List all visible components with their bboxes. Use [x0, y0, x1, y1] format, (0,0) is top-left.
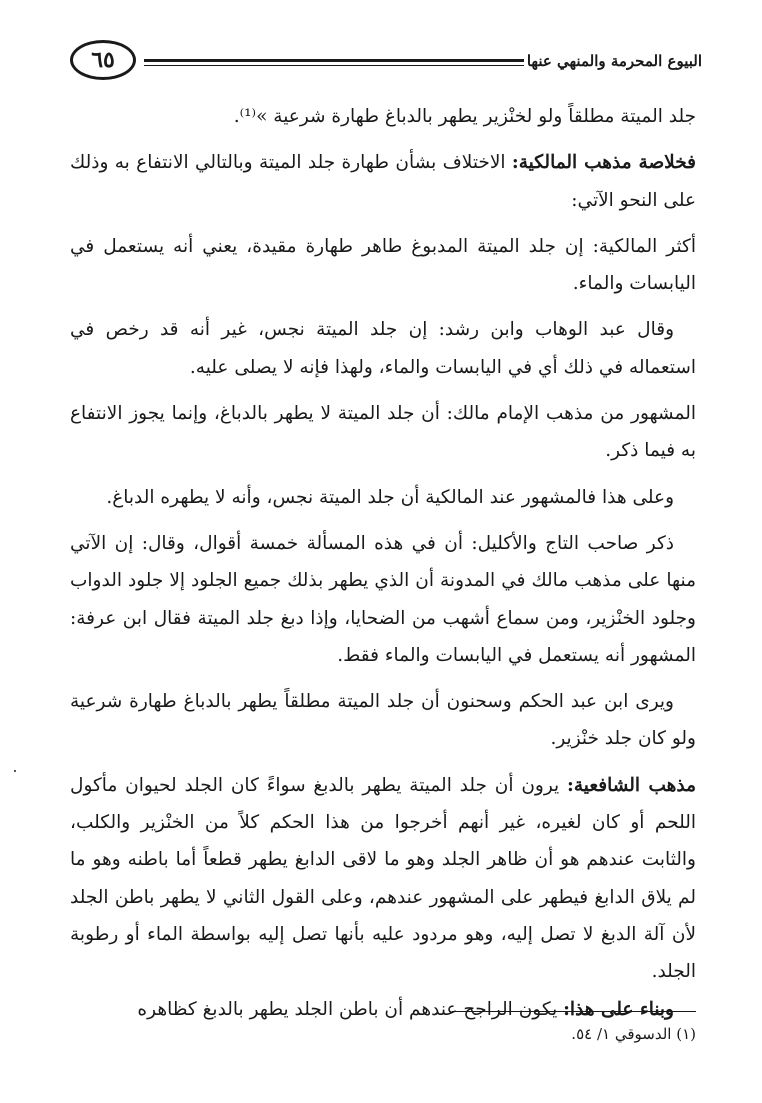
paragraph [70, 525, 696, 674]
paragraph-text: يكون الراجح عندهم أن باطن الجلد يطهر بالدبغ كظاهره [137, 998, 564, 1020]
paragraph [70, 767, 696, 991]
footnote-separator [452, 1011, 696, 1012]
footnote: (١) الدسوقي ١/ ٥٤. [571, 1025, 696, 1043]
paragraph-text: أكثر المالكية: إن جلد الميتة المدبوغ طاهر طهارة مقيدة، يعني أنه يستعمل في اليابسات والماء. [70, 235, 696, 295]
paragraph-text: يرون أن جلد الميتة يطهر بالدبغ سواءً كان الجلد لحيوان مأكول اللحم أو كان لغيره، غير أنهم أخرجوا من هذا الحكم كلاً من الخنْزير والكلب، والثابت عندهم هو أن ظاهر الجلد وهو ما لاقى الدابغ يطهر قطعاً أما باطنه وهو ما لم يلاق الدابغ فيطهر على المشهور عندهم، وعلى القول الثاني لا يطهر باطن الجلد لأن آلة الدبغ لا تصل إليه، وهو مردود عليه بأنها تصل إليه بواسطة الماء أو رطوبة الجلد. [70, 774, 696, 983]
paragraph-text: وقال عبد الوهاب وابن رشد: إن جلد الميتة نجس، غير أنه قد رخص في استعماله في ذلك أي في اليابسات والماء، ولهذا فإنه لا يصلى عليه. [70, 319, 696, 378]
paragraph-text: الاختلاف بشأن طهارة جلد الميتة وبالتالي الانتفاع به وذلك على النحو الآتي: [70, 152, 696, 211]
margin-mark [14, 770, 16, 772]
paragraph [70, 311, 696, 386]
paragraph-text: المشهور من مذهب الإمام مالك: أن جلد الميتة لا يطهر بالدباغ، وإنما يجوز الانتفاع به فيما ذكر. [70, 403, 696, 462]
paragraph-text: وعلى هذا فالمشهور عند المالكية أن جلد الميتة نجس، وأنه لا يطهره الدباغ. [106, 486, 674, 508]
running-title: البيوع المحرمة والمنهي عنها [526, 52, 702, 70]
paragraph [70, 144, 696, 219]
paragraph-lead: فخلاصة مذهب المالكية: [511, 152, 697, 174]
page-header [70, 38, 702, 84]
paragraph [70, 991, 696, 1028]
header-rule-thin [144, 65, 524, 66]
paragraph-text: ويرى ابن عبد الحكم وسحنون أن جلد الميتة مطلقاً يطهر بالدباغ طهارة شرعية ولو كان جلد خنْزير. [70, 691, 696, 750]
paragraph [70, 683, 696, 758]
page-number: ٦٥ [70, 40, 136, 80]
paragraph-text: ذكر صاحب التاج والأكليل: أن في هذه المسألة خمسة أقوال، وقال: إن الآتي منها على مذهب مالك في المدونة أن الذي يطهر بذلك جميع الجلود إلا جلود الدواب وجلود الخنْزير، ومن سماع أشهب من الضحايا، وإذا دبغ جلد الميتة فقال ابن عرفة: المشهور أنه يستعمل في اليابسات والماء فقط. [70, 532, 696, 666]
paragraph [70, 395, 696, 470]
main-text [70, 98, 696, 1028]
paragraph-lead: وبناء على هذا: [563, 998, 674, 1020]
header-rule [144, 59, 524, 62]
paragraph-lead: مذهب الشافعية: [567, 774, 696, 796]
paragraph [70, 98, 696, 135]
paragraph-text: جلد الميتة مطلقاً ولو لخنْزير يطهر بالدباغ طهارة شرعية »⁽¹⁾. [233, 106, 696, 127]
paragraph [70, 228, 696, 303]
paragraph [70, 479, 696, 516]
